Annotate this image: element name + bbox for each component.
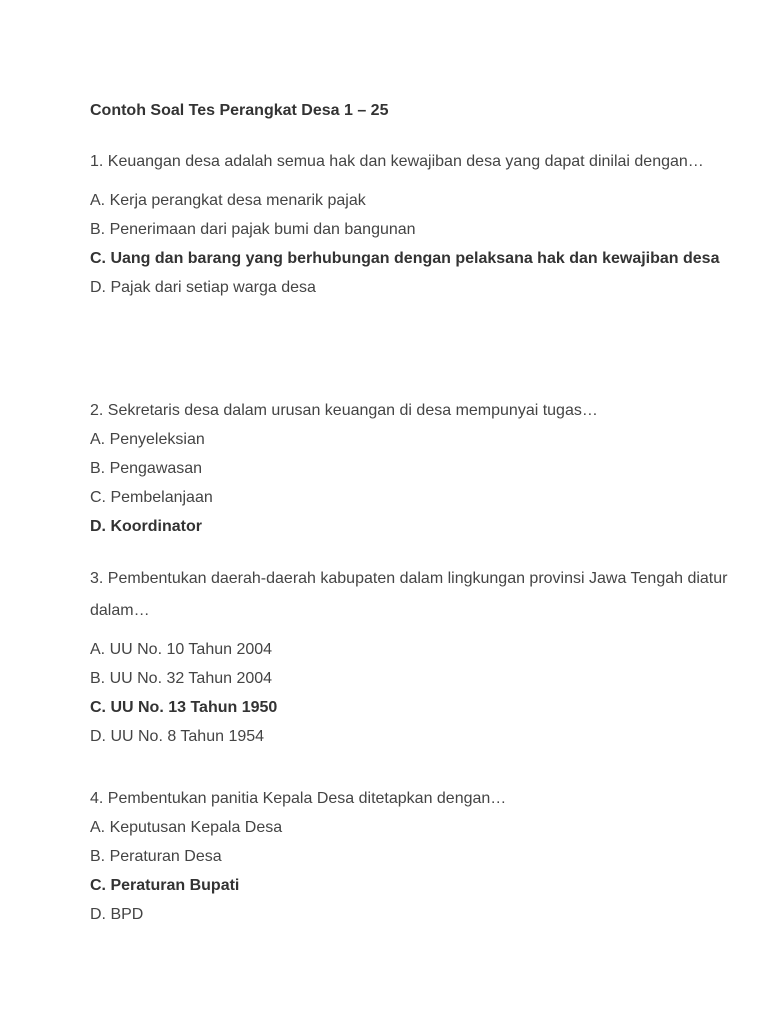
question-block-2 xyxy=(90,396,730,541)
question-text: 4. Pembentukan panitia Kepala Desa ditetapkan dengan… xyxy=(90,790,507,807)
question-block-3 xyxy=(90,563,730,751)
option-list xyxy=(90,186,730,302)
question-text: 3. Pembentukan daerah-daerah kabupaten dalam lingkungan provinsi Jawa Tengah diatur dalam… xyxy=(90,570,728,619)
option-d: D. UU No. 8 Tahun 1954 xyxy=(90,728,265,745)
option-c-answer: C. Peraturan Bupati xyxy=(90,877,240,894)
option-c-answer: C. Uang dan barang yang berhubungan dengan pelaksana hak dan kewajiban desa xyxy=(90,250,720,267)
option-d: D. Pajak dari setiap warga desa xyxy=(90,279,316,296)
option-c-answer: C. UU No. 13 Tahun 1950 xyxy=(90,699,278,716)
question-block-4 xyxy=(90,784,730,929)
option-list xyxy=(90,813,730,929)
question-block-1 xyxy=(90,146,730,302)
option-d: D. BPD xyxy=(90,906,144,923)
option-b: B. Peraturan Desa xyxy=(90,848,222,865)
option-b: B. Penerimaan dari pajak bumi dan bangunan xyxy=(90,221,416,238)
question-text: 2. Sekretaris desa dalam urusan keuangan di desa mempunyai tugas… xyxy=(90,402,598,419)
option-a: A. Penyeleksian xyxy=(90,431,205,448)
option-b: B. Pengawasan xyxy=(90,460,203,477)
document-title: Contoh Soal Tes Perangkat Desa 1 – 25 xyxy=(90,102,389,119)
option-d-answer: D. Koordinator xyxy=(90,518,202,535)
option-list xyxy=(90,635,730,751)
option-a: A. Kerja perangkat desa menarik pajak xyxy=(90,192,366,209)
question-text: 1. Keuangan desa adalah semua hak dan kewajiban desa yang dapat dinilai dengan… xyxy=(90,153,704,170)
option-a: A. UU No. 10 Tahun 2004 xyxy=(90,641,273,658)
option-c: C. Pembelanjaan xyxy=(90,489,213,506)
option-list xyxy=(90,425,730,541)
option-a: A. Keputusan Kepala Desa xyxy=(90,819,283,836)
option-b: B. UU No. 32 Tahun 2004 xyxy=(90,670,273,687)
